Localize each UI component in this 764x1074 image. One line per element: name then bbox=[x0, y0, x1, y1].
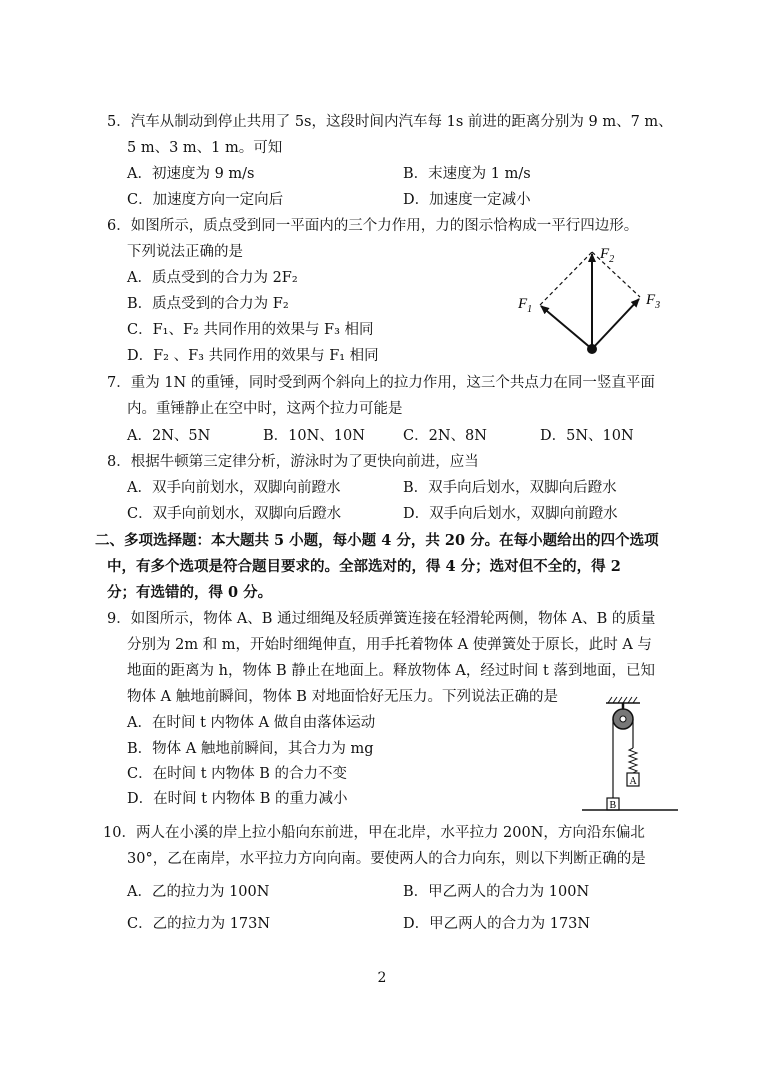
q7-option-c: C．2N、8N bbox=[403, 428, 487, 444]
pulley-axle bbox=[620, 716, 626, 722]
q7-stem-line2: 内。重锤静止在空中时，这两个拉力可能是 bbox=[127, 401, 403, 417]
block-b-label: B bbox=[609, 800, 617, 811]
q5-stem-line2: 5 m、3 m、1 m。可知 bbox=[127, 140, 283, 156]
q9-stem-line3: 地面的距离为 h，物体 B 静止在地面上。释放物体 A，经过时间 t 落到地面，已知 bbox=[127, 663, 655, 679]
q5-option-d: D．加速度一定减小 bbox=[403, 192, 531, 208]
q5-option-a: A．初速度为 9 m/s bbox=[127, 166, 255, 182]
force-f1-arrow bbox=[541, 306, 592, 349]
q6-stem-line1: 6．如图所示，质点受到同一平面内的三个力作用，力的图示恰构成一平行四边形。 bbox=[107, 218, 639, 234]
section2-header-line2: 中，有多个选项是符合题目要求的。全部选对的，得 4 分；选对但不全的，得 2 bbox=[107, 558, 621, 575]
q7-option-b: B．10N、10N bbox=[263, 428, 365, 444]
q10-stem-line1: 10．两人在小溪的岸上拉小船向东前进，甲在北岸，水平拉力 200N，方向沿东偏北 bbox=[103, 825, 645, 841]
q6-option-c: C．F₁、F₂ 共同作用的效果与 F₃ 相同 bbox=[127, 322, 374, 338]
q9-stem-line4: 物体 A 触地前瞬间，物体 B 对地面恰好无压力。下列说法正确的是 bbox=[127, 689, 559, 705]
q10-option-d: D．甲乙两人的合力为 173N bbox=[403, 916, 591, 932]
q7-option-a: A．2N、5N bbox=[127, 428, 211, 444]
label-f3: $F_3$ bbox=[646, 292, 661, 311]
block-a-label: A bbox=[629, 776, 637, 787]
q5-option-c: C．加速度方向一定向后 bbox=[127, 192, 284, 208]
force-f3-arrow bbox=[592, 299, 639, 349]
page-number: 2 bbox=[377, 970, 387, 986]
label-f2: $F_2$ bbox=[600, 246, 615, 265]
q5-option-b: B．末速度为 1 m/s bbox=[403, 166, 531, 182]
section2-header-line3: 分；有选错的，得 0 分。 bbox=[107, 584, 273, 601]
q5-stem-line1: 5．汽车从制动到停止共用了 5s，这段时间内汽车每 1s 前进的距离分别为 9 m、7 m、 bbox=[107, 114, 673, 130]
q9-option-c: C．在时间 t 内物体 B 的合力不变 bbox=[127, 766, 348, 782]
q7-stem-line1: 7．重为 1N 的重锤，同时受到两个斜向上的拉力作用，这三个共点力在同一竖直平面 bbox=[107, 375, 655, 391]
q9-stem-line1: 9．如图所示，物体 A、B 通过细绳及轻质弹簧连接在轻滑轮两侧，物体 A、B 的质量 bbox=[107, 611, 656, 627]
force-parallelogram-diagram bbox=[510, 236, 670, 360]
q6-option-d: D．F₂ 、F₃ 共同作用的效果与 F₁ 相同 bbox=[127, 348, 379, 364]
q8-option-b: B．双手向后划水，双脚向后蹬水 bbox=[403, 480, 617, 496]
spring bbox=[629, 748, 637, 773]
q8-stem-line1: 8．根据牛顿第三定律分析，游泳时为了更快向前进，应当 bbox=[107, 454, 479, 470]
q8-option-c: C．双手向前划水，双脚向后蹬水 bbox=[127, 506, 342, 522]
pulley-spring-diagram bbox=[578, 694, 682, 812]
q10-option-b: B．甲乙两人的合力为 100N bbox=[403, 884, 590, 900]
q6-option-b: B．质点受到的合力为 F₂ bbox=[127, 296, 289, 312]
q9-option-b: B．物体 A 触地前瞬间，其合力为 mg bbox=[127, 741, 374, 757]
q8-option-d: D．双手向后划水，双脚向前蹬水 bbox=[403, 506, 618, 522]
particle-point bbox=[587, 344, 597, 354]
q7-option-d: D．5N、10N bbox=[540, 428, 634, 444]
dashed-side-left bbox=[540, 252, 592, 305]
q10-stem-line2: 30°，乙在南岸，水平拉力方向向南。要使两人的合力向东，则以下判断正确的是 bbox=[127, 851, 646, 867]
section2-header-line1: 二、多项选择题：本大题共 5 小题，每小题 4 分，共 20 分。在每小题给出的四个选项 bbox=[95, 532, 659, 549]
q10-option-a: A．乙的拉力为 100N bbox=[127, 884, 270, 900]
q6-option-a: A．质点受到的合力为 2F₂ bbox=[127, 270, 298, 286]
q9-option-d: D．在时间 t 内物体 B 的重力减小 bbox=[127, 791, 348, 807]
q6-stem-line2: 下列说法正确的是 bbox=[127, 244, 243, 260]
q10-option-c: C．乙的拉力为 173N bbox=[127, 916, 271, 932]
q9-stem-line2: 分别为 2m 和 m，开始时细绳伸直，用手托着物体 A 使弹簧处于原长，此时 A 与 bbox=[127, 637, 652, 653]
q9-option-a: A．在时间 t 内物体 A 做自由落体运动 bbox=[127, 715, 376, 731]
ceiling-hatch bbox=[608, 697, 637, 703]
q8-option-a: A．双手向前划水，双脚向前蹬水 bbox=[127, 480, 341, 496]
label-f1: $F_1$ bbox=[518, 296, 533, 315]
